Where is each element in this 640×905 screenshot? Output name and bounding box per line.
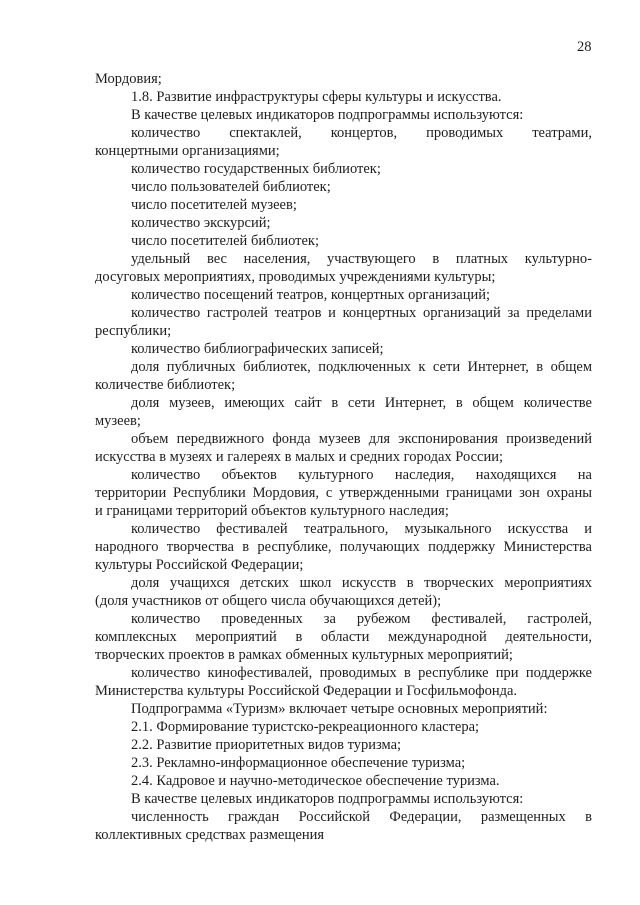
page-number: 28 (577, 39, 592, 55)
text-line: и границами территорий объектов культурного наследия; (95, 503, 449, 519)
text-line: количество посещений театров, концертных организаций; (131, 287, 491, 303)
text-line: концертными организациями; (95, 143, 280, 159)
text-line: 2.4. Кадровое и научно-методическое обеспечение туризма. (131, 773, 500, 789)
text-line: число посетителей библиотек; (131, 233, 319, 249)
text-line: количество кинофестивалей, проводимых в республике при поддержке (131, 665, 592, 681)
text-line: культуры Российской Федерации; (95, 557, 304, 573)
text-line: количество гастролей театров и концертных организаций за пределами (131, 305, 592, 321)
text-line: коллективных средствах размещения (95, 827, 325, 843)
text-line: доля учащихся детских школ искусств в творческих мероприятиях (131, 575, 592, 591)
text-line: количество государственных библиотек; (131, 161, 381, 177)
text-line: количество библиографических записей; (131, 341, 384, 357)
text-line: (доля участников от общего числа обучающихся детей); (95, 593, 442, 609)
text-line: доля музеев, имеющих сайт в сети Интернет, в общем количестве (131, 395, 592, 411)
text-line: В качестве целевых индикаторов подпрограммы используются: (131, 791, 524, 807)
text-line: доля публичных библиотек, подключенных к сети Интернет, в общем (131, 359, 592, 375)
text-line: Подпрограмма «Туризм» включает четыре основных мероприятий: (131, 701, 548, 717)
text-line: 2.2. Развитие приоритетных видов туризма; (131, 737, 402, 753)
text-line: народного творчества в республике, получающих поддержку Министерства (95, 539, 592, 555)
text-line: удельный вес населения, участвующего в платных культурно- (131, 251, 592, 267)
text-line: республики; (95, 323, 172, 339)
text-line: количество объектов культурного наследия, находящихся на (131, 467, 592, 483)
text-line: количество фестивалей театрального, музыкального искусства и (131, 521, 592, 537)
text-line: численность граждан Российской Федерации, размещенных в (131, 809, 592, 825)
text-line: досуговых мероприятиях, проводимых учреждениями культуры; (95, 269, 496, 285)
text-line: 2.1. Формирование туристско-рекреационного кластера; (131, 719, 480, 735)
text-line: количестве библиотек; (95, 377, 236, 393)
text-line: объем передвижного фонда музеев для экспонирования произведений (131, 431, 592, 447)
text-line: музеев; (95, 413, 141, 429)
text-line: творческих проектов в рамках обменных культурных мероприятий; (95, 647, 513, 663)
text-line: В качестве целевых индикаторов подпрограммы используются: (131, 107, 524, 123)
text-line: число посетителей музеев; (131, 197, 297, 213)
text-line: комплексных мероприятий в области международной деятельности, (95, 629, 592, 645)
text-line: количество проведенных за рубежом фестивалей, гастролей, (131, 611, 592, 627)
text-line: Мордовия; (95, 71, 162, 87)
text-line: число пользователей библиотек; (131, 179, 331, 195)
text-line: количество экскурсий; (131, 215, 271, 231)
text-line: Министерства культуры Российской Федерации и Госфильмофонда. (95, 683, 518, 699)
text-line: 2.3. Рекламно-информационное обеспечение туризма; (131, 755, 466, 771)
text-line: количество спектаклей, концертов, проводимых театрами, (131, 125, 592, 141)
text-line: территории Республики Мордовия, с утвержденными границами зон охраны (95, 485, 592, 501)
text-line: 1.8. Развитие инфраструктуры сферы культуры и искусства. (131, 89, 502, 105)
text-line: искусства в музеях и галереях в малых и средних городах России; (95, 449, 504, 465)
